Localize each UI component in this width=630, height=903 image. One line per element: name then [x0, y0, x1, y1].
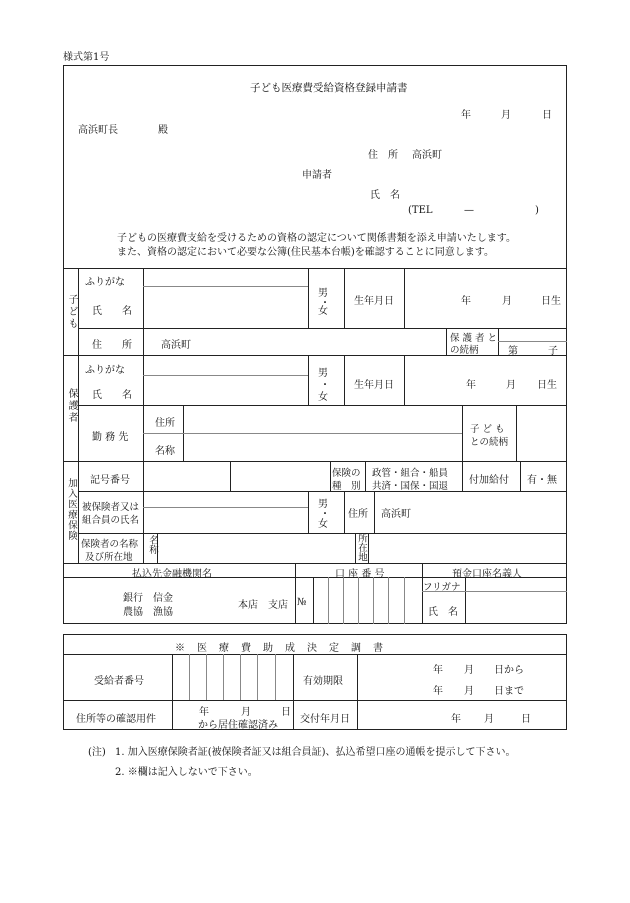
issue-month: 月	[484, 714, 494, 725]
divider	[373, 577, 374, 624]
bank-branch[interactable]: 本店 支店	[238, 600, 288, 611]
child-birth-year: 年	[461, 296, 471, 307]
divider	[374, 491, 375, 533]
residence-check-day: 日	[281, 707, 291, 718]
bank-type-line-2[interactable]: 農協 漁協	[123, 607, 173, 618]
divider	[422, 563, 423, 624]
child-relation-ko: 子	[548, 346, 558, 357]
guardian-sex-male[interactable]: 男	[318, 368, 328, 379]
child-sex-male[interactable]: 男	[318, 288, 328, 299]
guardian-work-label: 勤 務 先	[92, 432, 129, 443]
applicant-address-value[interactable]: 高浜町	[412, 150, 442, 161]
divider	[78, 461, 79, 563]
divider	[308, 268, 309, 328]
divider	[143, 286, 308, 287]
insurance-section-label: 加入医療保険	[66, 478, 77, 541]
child-section-label: 子ども	[66, 294, 77, 330]
issue-date-label: 交付年月日	[300, 714, 350, 725]
divider	[78, 491, 567, 492]
applicant-address-label: 住 所	[368, 150, 398, 161]
insurance-type-label-1: 保険の	[332, 468, 361, 479]
divider	[308, 491, 309, 533]
divider	[257, 654, 258, 700]
divider	[63, 355, 567, 356]
applicant-name-label: 氏 名	[370, 190, 400, 201]
divider	[465, 577, 466, 624]
divider	[240, 654, 241, 700]
issue-year: 年	[451, 714, 461, 725]
divider	[63, 654, 567, 655]
child-address-label: 住 所	[92, 340, 132, 351]
residence-check-year: 年	[199, 707, 209, 718]
insurer-location-label: 所在地	[356, 533, 367, 562]
divider	[189, 654, 190, 700]
divider	[63, 268, 567, 269]
child-address-value[interactable]: 高浜町	[161, 340, 191, 351]
divider	[516, 405, 517, 461]
decision-title: ※ 医 療 費 助 成 決 定 調 書	[175, 643, 384, 654]
form-number: 様式第1号	[63, 52, 110, 63]
validity-to-year: 年	[433, 686, 443, 697]
divider	[330, 461, 331, 491]
tel-open: (TEL	[408, 205, 433, 216]
bank-institution-header: 払込先金融機関名	[132, 569, 212, 580]
statement-line-2: また、資格の認定において必要な公簿(住民基本台帳)を確認することに同意します。	[117, 247, 495, 258]
validity-label: 有効期限	[303, 676, 343, 687]
divider	[275, 654, 276, 700]
divider	[404, 577, 405, 624]
guardian-sex-female[interactable]: 女	[318, 392, 328, 403]
honorific: 殿	[158, 125, 168, 136]
divider	[446, 328, 447, 355]
guardian-birth-year: 年	[466, 380, 476, 391]
mayor-addressee: 高浜町長	[78, 125, 118, 136]
divider	[78, 405, 567, 406]
divider	[78, 328, 567, 329]
guardian-name-label: 氏 名	[92, 390, 132, 401]
child-birth-month: 月	[502, 296, 512, 307]
insurance-type-options-1[interactable]: 政管・組合・船員	[372, 468, 449, 479]
divider	[63, 700, 567, 701]
bank-type-line-1[interactable]: 銀行 信金	[123, 593, 173, 604]
guardian-relation-label-1: 子 ど も	[470, 424, 505, 435]
divider	[295, 563, 296, 624]
child-birth-label: 生年月日	[354, 296, 394, 307]
insurance-type-options-2[interactable]: 共済・国保・国退	[372, 481, 449, 492]
child-sex-dot: ・	[320, 298, 330, 309]
divider	[344, 268, 345, 328]
account-no-label: №	[297, 597, 307, 608]
insured-label-2: 組合員の氏名	[82, 515, 140, 526]
guardian-birth-month: 月	[506, 380, 516, 391]
divider	[404, 268, 405, 328]
guardian-birth-label: 生年月日	[354, 380, 394, 391]
extra-benefit-label: 付加給付	[469, 475, 509, 486]
form-title: 子ども医療費受給資格登録申請書	[250, 82, 408, 94]
extra-benefit-value[interactable]: 有・無	[527, 475, 557, 486]
divider	[344, 355, 345, 405]
residence-check-month: 月	[241, 707, 251, 718]
divider	[404, 355, 405, 405]
recipient-no-label: 受給者番号	[94, 676, 144, 687]
divider	[63, 461, 567, 462]
divider	[344, 491, 345, 533]
divider	[143, 268, 144, 355]
child-name-label: 氏 名	[92, 306, 132, 317]
divider	[462, 405, 463, 461]
guardian-work-name-label: 名称	[155, 446, 175, 457]
main-form	[63, 65, 567, 624]
validity-to-day: 日まで	[494, 686, 524, 697]
holder-name-label: 氏 名	[428, 607, 458, 618]
divider	[172, 654, 173, 730]
divider	[143, 491, 144, 533]
divider	[365, 461, 366, 491]
date-month: 月	[501, 110, 511, 121]
divider	[388, 577, 389, 624]
insurer-label-1: 保険者の名称	[81, 539, 139, 550]
validity-from-month: 月	[464, 665, 474, 676]
insurance-symbol-label: 記号番号	[90, 475, 130, 486]
applicant-label: 申請者	[302, 170, 332, 181]
insurance-type-label-2: 種 別	[332, 481, 361, 492]
date-day: 日	[542, 110, 552, 121]
divider	[368, 533, 369, 563]
guardian-furigana-label: ふりがな	[85, 365, 125, 376]
residence-check-note: から居住確認済み	[198, 720, 278, 731]
guardian-birth-day: 日生	[537, 380, 557, 391]
child-relation-label-1: 保 護 者 と	[450, 333, 498, 344]
date-year: 年	[461, 110, 471, 121]
holder-furigana-label: フリガナ	[423, 582, 461, 593]
validity-from-year: 年	[433, 665, 443, 676]
bank-holder-header: 預金口座名義人	[452, 569, 522, 580]
divider	[206, 654, 207, 700]
divider	[143, 375, 308, 376]
divider	[143, 507, 308, 508]
validity-from-day: 日から	[494, 665, 524, 676]
residence-check-label: 住所等の確認用件	[76, 714, 156, 725]
divider	[358, 577, 359, 624]
divider	[143, 433, 462, 434]
notes-head: (注)	[88, 747, 106, 758]
child-furigana-label: ふりがな	[85, 277, 125, 288]
note-1: 1. 加入医療保険者証(被保険者証又は組合員証)、払込希望口座の通帳を提示して下さい。	[115, 747, 516, 758]
note-2: 2. ※欄は記入しないで下さい。	[115, 767, 258, 778]
divider	[143, 355, 144, 461]
guardian-sex-dot: ・	[320, 380, 330, 391]
insured-sex-female[interactable]: 女	[318, 519, 328, 530]
statement-line-1: 子どもの医療費支給を受けるための資格の認定について関係書類を添え申請いたします。	[117, 233, 516, 244]
insured-sex-male[interactable]: 男	[318, 499, 328, 510]
insured-address-label: 住所	[348, 509, 368, 520]
bank-account-header: 口 座 番 号	[335, 569, 385, 580]
divider	[462, 461, 463, 491]
divider	[78, 533, 567, 534]
divider	[143, 533, 144, 563]
validity-to-month: 月	[464, 686, 474, 697]
divider	[520, 461, 521, 491]
divider	[230, 461, 231, 491]
divider	[63, 563, 567, 564]
tel-close: )	[535, 205, 539, 216]
child-sex-female[interactable]: 女	[318, 306, 328, 317]
child-relation-label-2: の続柄	[450, 345, 479, 356]
divider	[293, 654, 294, 730]
insured-sex-dot: ・	[320, 509, 330, 520]
child-birth-day: 日生	[541, 296, 561, 307]
divider	[223, 654, 224, 700]
divider	[313, 577, 314, 624]
guardian-relation-label-2: との続柄	[470, 437, 509, 448]
divider	[328, 577, 329, 624]
insured-label-1: 被保険者又は	[82, 502, 140, 513]
insurer-label-2: 及び所在地	[85, 552, 133, 563]
guardian-work-address-label: 住所	[155, 418, 175, 429]
divider	[343, 577, 344, 624]
guardian-section-label: 保護者	[66, 388, 77, 424]
tel-dash: —	[464, 205, 474, 216]
divider	[357, 654, 358, 730]
insured-address-value[interactable]: 高浜町	[381, 509, 411, 520]
insurer-name-label: 名称	[147, 535, 158, 554]
divider	[308, 355, 309, 405]
divider	[143, 461, 144, 491]
child-relation-dai: 第	[508, 346, 518, 357]
issue-day: 日	[521, 714, 531, 725]
